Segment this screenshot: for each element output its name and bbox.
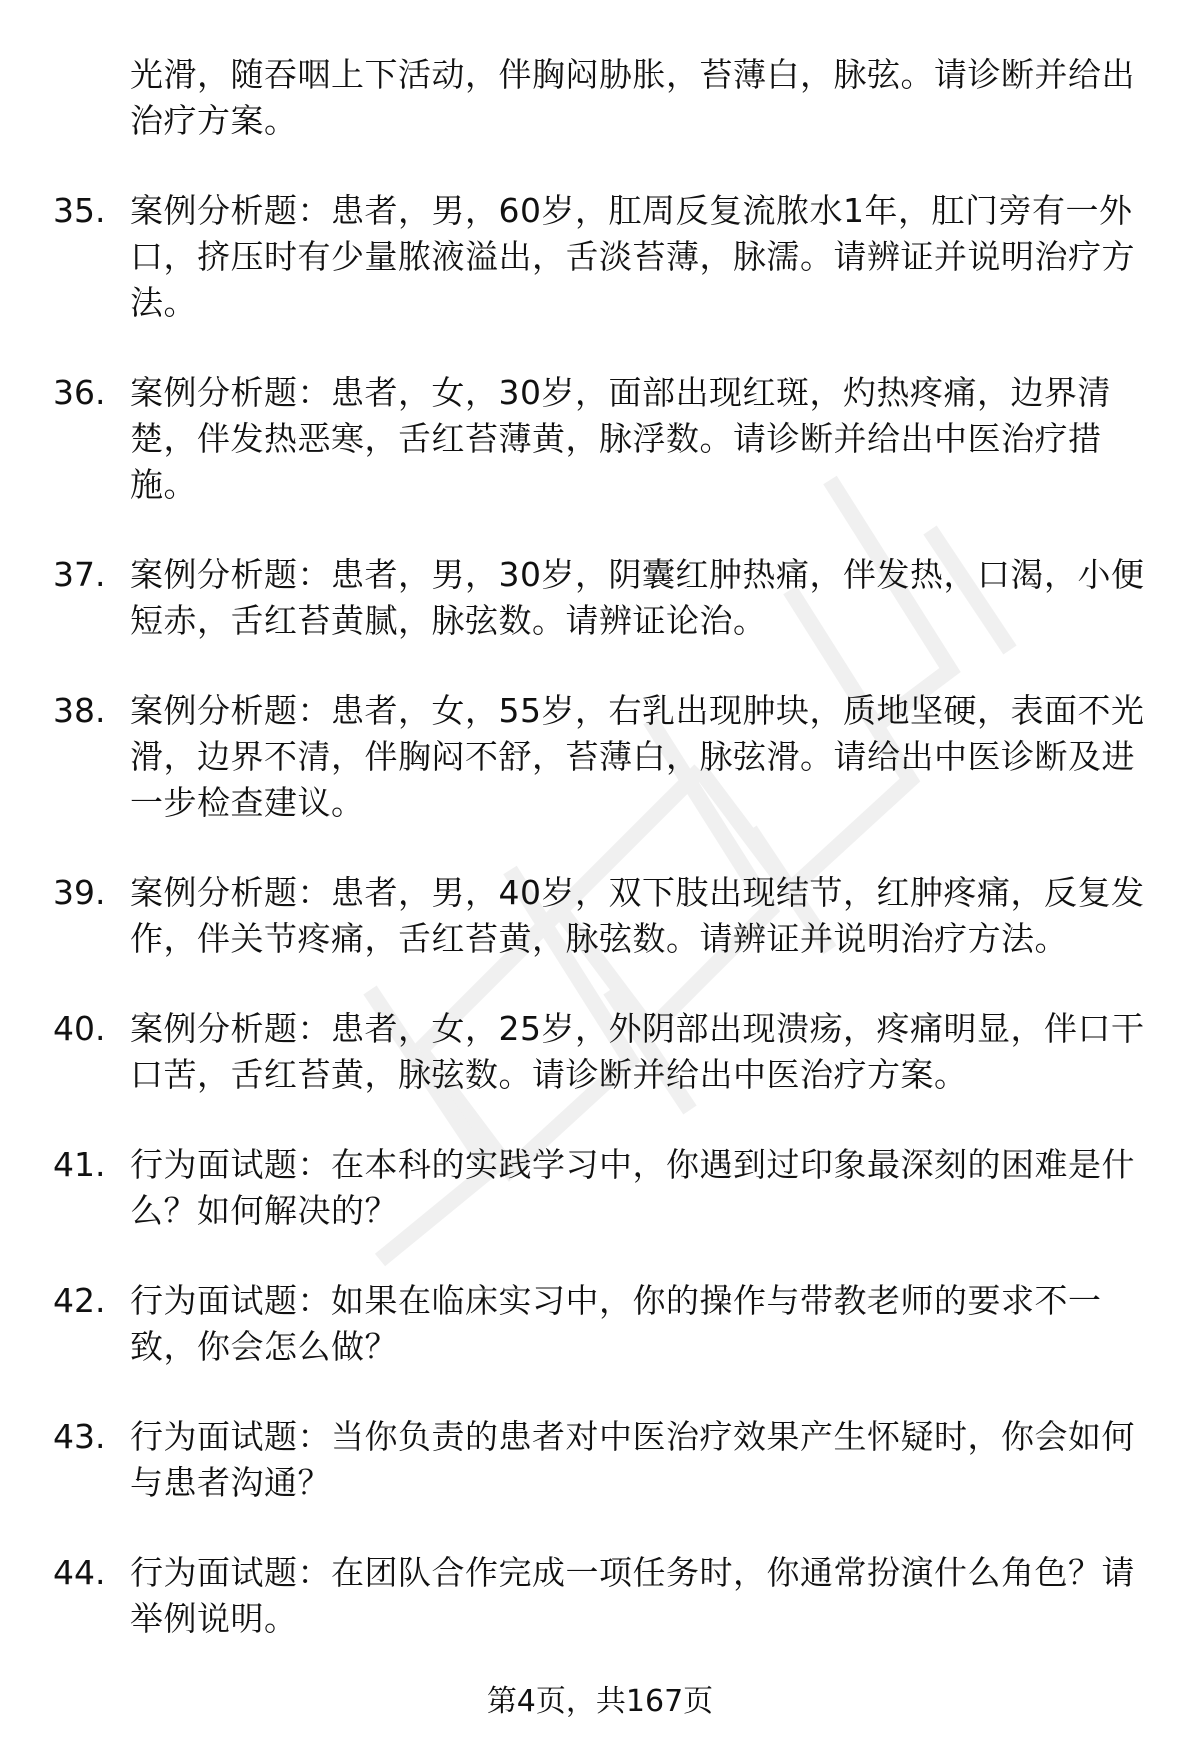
question-number: 37.: [53, 555, 106, 594]
question-number: 44.: [53, 1553, 106, 1592]
question-number: 35.: [53, 191, 106, 230]
question-item: [0, 1278, 1200, 1370]
question-item: [0, 1414, 1200, 1506]
question-number: 39.: [53, 873, 106, 912]
question-text: 案例分析题：患者，女，25岁，外阴部出现溃疡，疼痛明显，伴口干口苦，舌红苔黄，脉弦数。请诊断并给出中医治疗方案。: [130, 1009, 1145, 1094]
question-item: [0, 1142, 1200, 1234]
question-item: [0, 1550, 1200, 1642]
question-text: 案例分析题：患者，男，40岁，双下肢出现结节，红肿疼痛，反复发作，伴关节疼痛，舌红苔黄，脉弦数。请辨证并说明治疗方法。: [130, 873, 1145, 958]
question-text: 案例分析题：患者，男，60岁，肛周反复流脓水1年，肛门旁有一外口，挤压时有少量脓液溢出，舌淡苔薄，脉濡。请辨证并说明治疗方法。: [130, 191, 1135, 322]
question-item: [0, 870, 1200, 962]
continued-question-text: 光滑，随吞咽上下活动，伴胸闷胁胀，苔薄白，脉弦。请诊断并给出治疗方案。: [130, 55, 1135, 140]
question-number: 40.: [53, 1009, 106, 1048]
question-text: 行为面试题：当你负责的患者对中医治疗效果产生怀疑时，你会如何与患者沟通？: [130, 1417, 1135, 1502]
page-footer: 第4页，共167页: [486, 1684, 714, 1719]
question-text: 案例分析题：患者，女，30岁，面部出现红斑，灼热疼痛，边界清楚，伴发热恶寒，舌红苔薄黄，脉浮数。请诊断并给出中医治疗措施。: [130, 373, 1111, 504]
question-number: 42.: [53, 1281, 106, 1320]
question-number: 43.: [53, 1417, 106, 1456]
question-item: [0, 552, 1200, 644]
question-text: 行为面试题：如果在临床实习中，你的操作与带教老师的要求不一致，你会怎么做？: [130, 1281, 1102, 1366]
question-text: 行为面试题：在团队合作完成一项任务时，你通常扮演什么角色？请举例说明。: [130, 1553, 1135, 1638]
question-item: [0, 370, 1200, 508]
question-list: [0, 52, 1200, 1642]
question-number: 38.: [53, 691, 106, 730]
question-item: [0, 188, 1200, 326]
question-number: 36.: [53, 373, 106, 412]
question-text: 行为面试题：在本科的实践学习中，你遇到过印象最深刻的困难是什么？如何解决的？: [130, 1145, 1135, 1230]
question-item: [0, 1006, 1200, 1098]
question-number: 41.: [53, 1145, 106, 1184]
question-text: 案例分析题：患者，男，30岁，阴囊红肿热痛，伴发热，口渴，小便短赤，舌红苔黄腻，脉弦数。请辨证论治。: [130, 555, 1145, 640]
question-text: 案例分析题：患者，女，55岁，右乳出现肿块，质地坚硬，表面不光滑，边界不清，伴胸闷不舒，苔薄白，脉弦滑。请给出中医诊断及进一步检查建议。: [130, 691, 1145, 822]
question-item: [0, 688, 1200, 826]
